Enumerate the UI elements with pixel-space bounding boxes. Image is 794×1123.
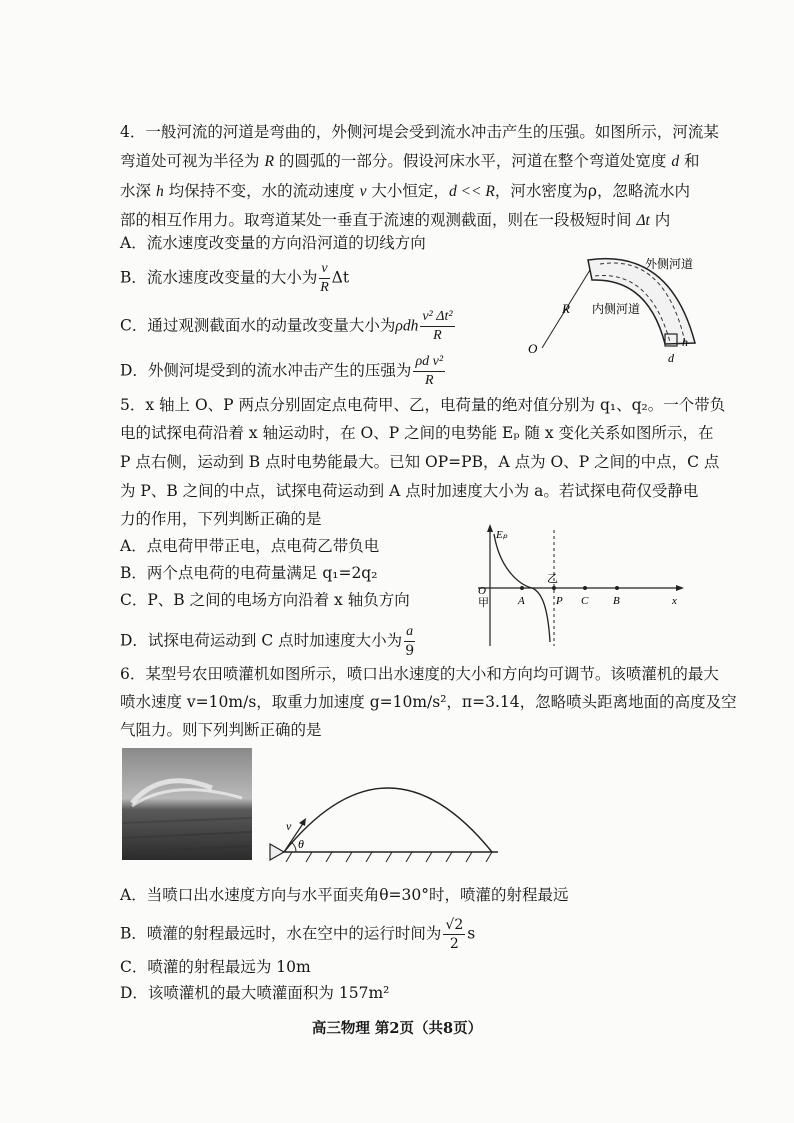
text: C．通过观测截面水的动量改变量大小为	[120, 316, 396, 335]
label-v: v	[286, 819, 292, 833]
q4-line3	[120, 181, 690, 202]
label-P: P	[556, 595, 563, 607]
text: 均保持不变，水的流动速度	[168, 182, 355, 200]
label-B: B	[613, 595, 620, 607]
q5-option-d	[120, 625, 417, 658]
var-R: R	[264, 153, 274, 170]
fraction	[413, 355, 445, 388]
point-A	[520, 586, 524, 590]
q4-line1: 4．一般河流的河道是弯曲的，外侧河堤会受到流水冲击产生的压强。如图所示，河流某	[120, 123, 719, 141]
q5-line3: P 点右侧，运动到 B 点时电势能最大。已知 OP=PB，A 点为 O、P 之间的中点，C 点	[120, 453, 720, 471]
text: ρdh	[395, 317, 419, 335]
var-v: v	[359, 183, 367, 200]
potential-energy-graph	[470, 520, 690, 650]
y-axis-arrow-icon	[487, 524, 493, 532]
label-C: C	[581, 595, 589, 607]
label-R: R	[562, 301, 570, 316]
fraction	[443, 918, 465, 951]
label-inner-channel: 内侧河道	[592, 302, 641, 316]
text: Δt	[331, 268, 350, 287]
var-dt: Δt	[636, 212, 650, 229]
fraction	[420, 310, 454, 343]
page-footer: 高三物理 第2页（共8页）	[311, 1020, 483, 1037]
q4-option-c	[120, 310, 457, 343]
point-C	[583, 586, 587, 590]
point-B	[615, 586, 619, 590]
text: 的圆弧的一部分。假设河床水平，河道在整个弯道处宽度	[278, 152, 667, 170]
text: 水深	[120, 182, 152, 200]
q5-option-a: A．点电荷甲带正电，点电荷乙带负电	[120, 537, 380, 555]
numerator: v² Δt²	[420, 310, 454, 327]
text: D．外侧河堤受到的流水冲击产生的压强为	[120, 361, 412, 380]
label-x: x	[672, 595, 677, 607]
label-h: h	[682, 335, 688, 349]
river-bend-figure	[520, 238, 720, 368]
q4-line4	[120, 210, 670, 231]
label-Ep: Eₚ	[496, 529, 508, 541]
var-d: d	[671, 153, 680, 170]
label-yi: 乙	[547, 573, 558, 585]
fraction	[404, 625, 415, 658]
q5-line1: 5．x 轴上 O、P 两点分别固定点电荷甲、乙，电荷量的绝对值分别为 q₁、q₂。一个带负	[120, 396, 726, 414]
q4-option-b	[120, 262, 349, 295]
label-A: A	[518, 595, 525, 607]
q6-option-d: D．该喷灌机的最大喷灌面积为 157m²	[120, 984, 390, 1002]
photo-background	[122, 748, 252, 860]
q5-option-c: C．P、B 之间的电场方向沿着 x 轴负方向	[120, 591, 410, 609]
denominator: R	[320, 280, 329, 295]
text: s	[467, 924, 476, 943]
ground-hatching	[286, 852, 492, 862]
label-O: O	[478, 585, 486, 597]
fraction	[319, 262, 329, 295]
label-outer-channel: 外侧河道	[645, 257, 694, 271]
numerator: a	[404, 625, 415, 642]
numerator: ρd v²	[413, 355, 445, 372]
label-O: O	[528, 341, 538, 356]
water-trajectory	[284, 788, 492, 852]
text: B．喷灌的射程最远时，水在空中的运行时间为	[120, 924, 442, 943]
q4-option-a: A．流水速度改变量的方向沿河道的切线方向	[120, 234, 426, 252]
text: 和	[684, 152, 700, 170]
text: 弯道处可视为半径为	[120, 152, 260, 170]
q6-option-b	[120, 918, 475, 951]
text: 大小恒定，	[371, 182, 449, 200]
q5-line5: 力的作用，下列判断正确的是	[120, 510, 322, 528]
sprinkler-photo	[122, 748, 252, 860]
text: 内	[654, 211, 671, 229]
var-h: h	[155, 183, 164, 200]
denominator: R	[433, 328, 442, 343]
nozzle-icon	[270, 844, 284, 860]
denominator: 2	[449, 936, 459, 952]
q6-line2: 喷水速度 v=10m/s，取重力加速度 g=10m/s²，π=3.14，忽略喷头距离地面的高度及空	[120, 693, 737, 711]
label-theta: θ	[298, 837, 304, 851]
q4-line2	[120, 151, 700, 172]
trajectory-diagram	[262, 782, 512, 867]
numerator: v	[319, 262, 329, 279]
text: D．试探电荷运动到 C 点时加速度大小为	[120, 631, 403, 650]
denominator: R	[424, 373, 434, 388]
label-d: d	[668, 351, 674, 365]
text: 部的相互作用力。取弯道某处一垂直于流速的观测截面，则在一段极短时间	[120, 211, 632, 229]
q6-option-c: C．喷灌的射程最远为 10m	[120, 958, 311, 976]
text: B．流水速度改变量的大小为	[120, 268, 318, 287]
numerator: √2	[445, 917, 464, 933]
denominator: 9	[405, 643, 415, 659]
q6-line1: 6．某型号农田喷灌机如图所示，喷口出水速度的大小和方向均可调节。该喷灌机的最大	[120, 665, 719, 683]
q5-line4: 为 P、B 之间的中点，试探电荷运动到 A 点时加速度大小为 a。若试探电荷仅受静电	[120, 482, 699, 500]
point-P	[552, 586, 556, 590]
q5-option-b: B．两个点电荷的电荷量满足 q₁=2q₂	[120, 564, 378, 582]
q6-line3: 气阻力。则下列判断正确的是	[120, 721, 322, 739]
q5-line2: 电的试探电荷沿着 x 轴运动时，在 O、P 之间的电势能 Eₚ 随 x 变化关系如图所示，在	[120, 424, 714, 442]
q6-option-a: A．当喷口出水速度方向与水平面夹角θ=30°时，喷灌的射程最远	[120, 886, 569, 904]
text: ，河水密度为ρ，忽略流水内	[494, 182, 690, 200]
q4-option-d	[120, 355, 447, 388]
label-jia: 甲	[478, 597, 489, 609]
condition: d << R	[448, 183, 495, 200]
x-axis-arrow-icon	[676, 585, 684, 591]
